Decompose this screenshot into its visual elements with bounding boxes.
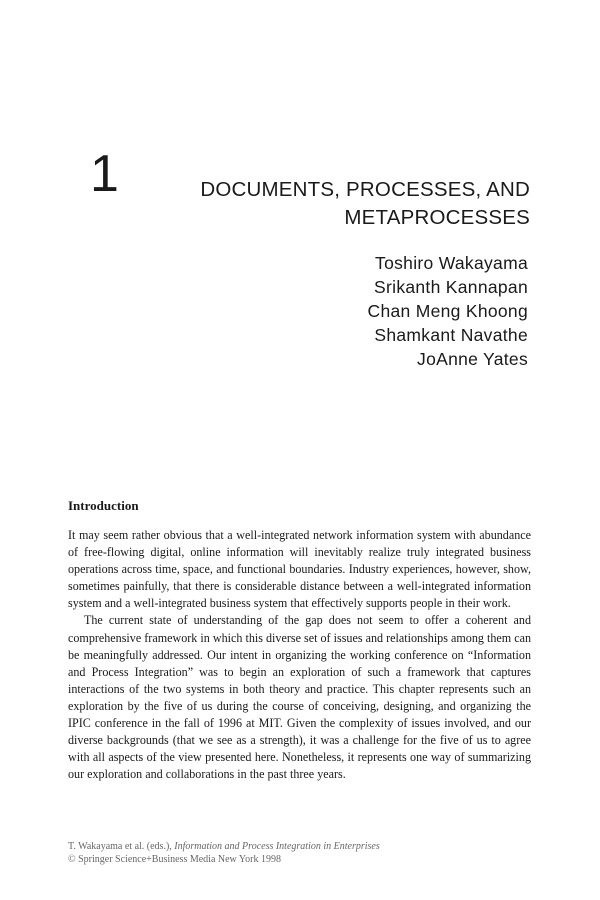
chapter-title [130,176,530,232]
citation-line [68,840,538,853]
chapter-title-line: DOCUMENTS, PROCESSES, AND [200,178,530,201]
copyright-line: © Springer Science+Business Media New York 1998 [68,854,281,865]
citation-title: Information and Process Integration in Enterprises [174,841,380,852]
chapter-number: 1 [90,145,119,203]
author-list [228,251,528,371]
footer-citation [68,840,538,866]
author-name: Chan Meng Khoong [367,301,528,321]
author-name: Srikanth Kannapan [374,277,528,297]
paragraph: It may seem rather obvious that a well-integrated network information system with abundance of free-flowing digital, online information will inevitably realize truly integrated business operations across time, space, and functional boundaries. Industry experiences, however, show, sometimes painfully, that there is considerable distance between a well-integrated information system and a well-integrated business system that effectively supports people in their work. [68,528,531,611]
citation-prefix: T. Wakayama et al. (eds.), [68,841,175,852]
section-heading: Introduction [68,498,139,513]
body-text [68,527,531,783]
chapter-title-line: METAPROCESSES [344,206,530,229]
author-name: Shamkant Navathe [374,325,528,345]
paragraph: The current state of understanding of the gap does not seem to offer a coherent and comprehensive framework in which this diverse set of issues and relationships among them can be meaningfully addressed. Our intent in organizing the working conference on “Information and Process Integration” was to begin an exploration of such a framework that captures interactions of the two systems in both theory and practice. This chapter represents such an exploration by the five of us during the course of conceiving, designing, and organizing the IPIC conference in the fall of 1996 at MIT. Given the complexity of issues involved, and our diverse backgrounds (that we see as a strength), it was a challenge for the five of us to agree with all aspects of the view presented here. Nonetheless, it represents one way of summarizing our exploration and collaborations in the past three years. [68,613,531,782]
author-name: JoAnne Yates [417,349,528,369]
author-name: Toshiro Wakayama [375,253,528,273]
